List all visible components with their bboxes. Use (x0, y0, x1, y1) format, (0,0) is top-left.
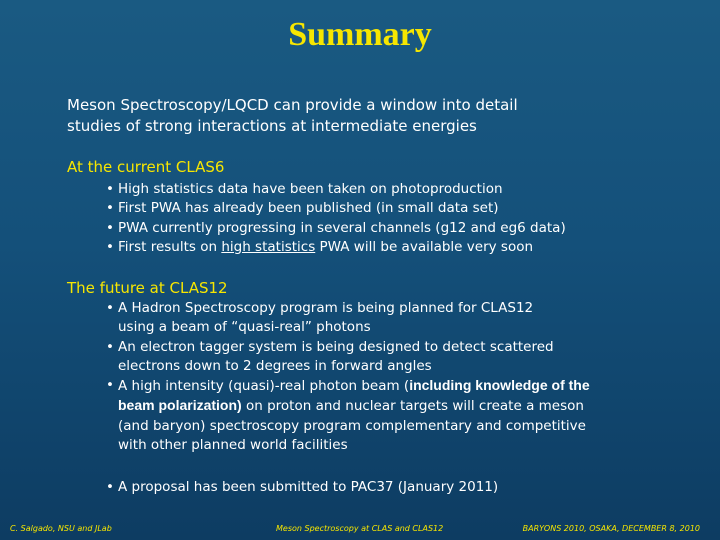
bullet-text: PWA will be available very soon (315, 238, 534, 255)
list-item: • PWA currently progressing in several channels (g12 and eg6 data) (104, 219, 694, 238)
bullet-line: • A Hadron Spectroscopy program is being planned for CLAS12 (118, 300, 534, 316)
slide-title: Summary (288, 16, 432, 53)
list-item (104, 238, 694, 257)
footer-talk-title: Meson Spectroscopy at CLAS and CLAS12 (276, 524, 444, 533)
list-item (104, 376, 694, 455)
bullet-line: with other planned world facilities (118, 437, 348, 454)
intro-text (67, 95, 687, 137)
proposal-bullet: • A proposal has been submitted to PAC37 (January 2011) (104, 478, 694, 497)
bullet-line: (and baryon) spectroscopy program complementary and competitive (118, 417, 586, 434)
bullet-text: on proton and nuclear targets will create a meson (241, 398, 584, 415)
list-item (104, 299, 694, 338)
list-item: • First PWA has already been published (in small data set) (104, 199, 694, 218)
current-clas6-heading: At the current CLAS6 (67, 158, 225, 176)
list-item (104, 338, 694, 377)
bold-text: beam polarization) (118, 397, 242, 414)
bullet-line: using a beam of “quasi-real” photons (118, 319, 371, 336)
underlined-text: high statistics (221, 238, 316, 255)
bullet-line (118, 376, 694, 396)
bullet-line: • An electron tagger system is being designed to detect scattered (118, 338, 554, 355)
intro-line-1: Meson Spectroscopy/LQCD can provide a window into detail (67, 96, 518, 114)
bullet-line: electrons down to 2 degrees in forward angles (118, 357, 432, 374)
bullet-text: A high intensity (quasi)-real photon beam ( (118, 378, 410, 395)
footer-conference: BARYONS 2010, OSAKA, DECEMBER 8, 2010 (522, 524, 700, 533)
bullet-text: First results on (118, 238, 222, 255)
future-clas12-list (104, 299, 694, 455)
bullet-line (118, 396, 694, 416)
intro-line-2: studies of strong interactions at intermediate energies (67, 117, 477, 135)
list-item: • High statistics data have been taken on photoproduction (104, 180, 694, 199)
bold-text: including knowledge of the (409, 377, 590, 394)
current-clas6-list (104, 180, 694, 257)
future-clas12-heading: The future at CLAS12 (67, 279, 228, 297)
footer-author: C. Salgado, NSU and JLab (10, 524, 112, 533)
